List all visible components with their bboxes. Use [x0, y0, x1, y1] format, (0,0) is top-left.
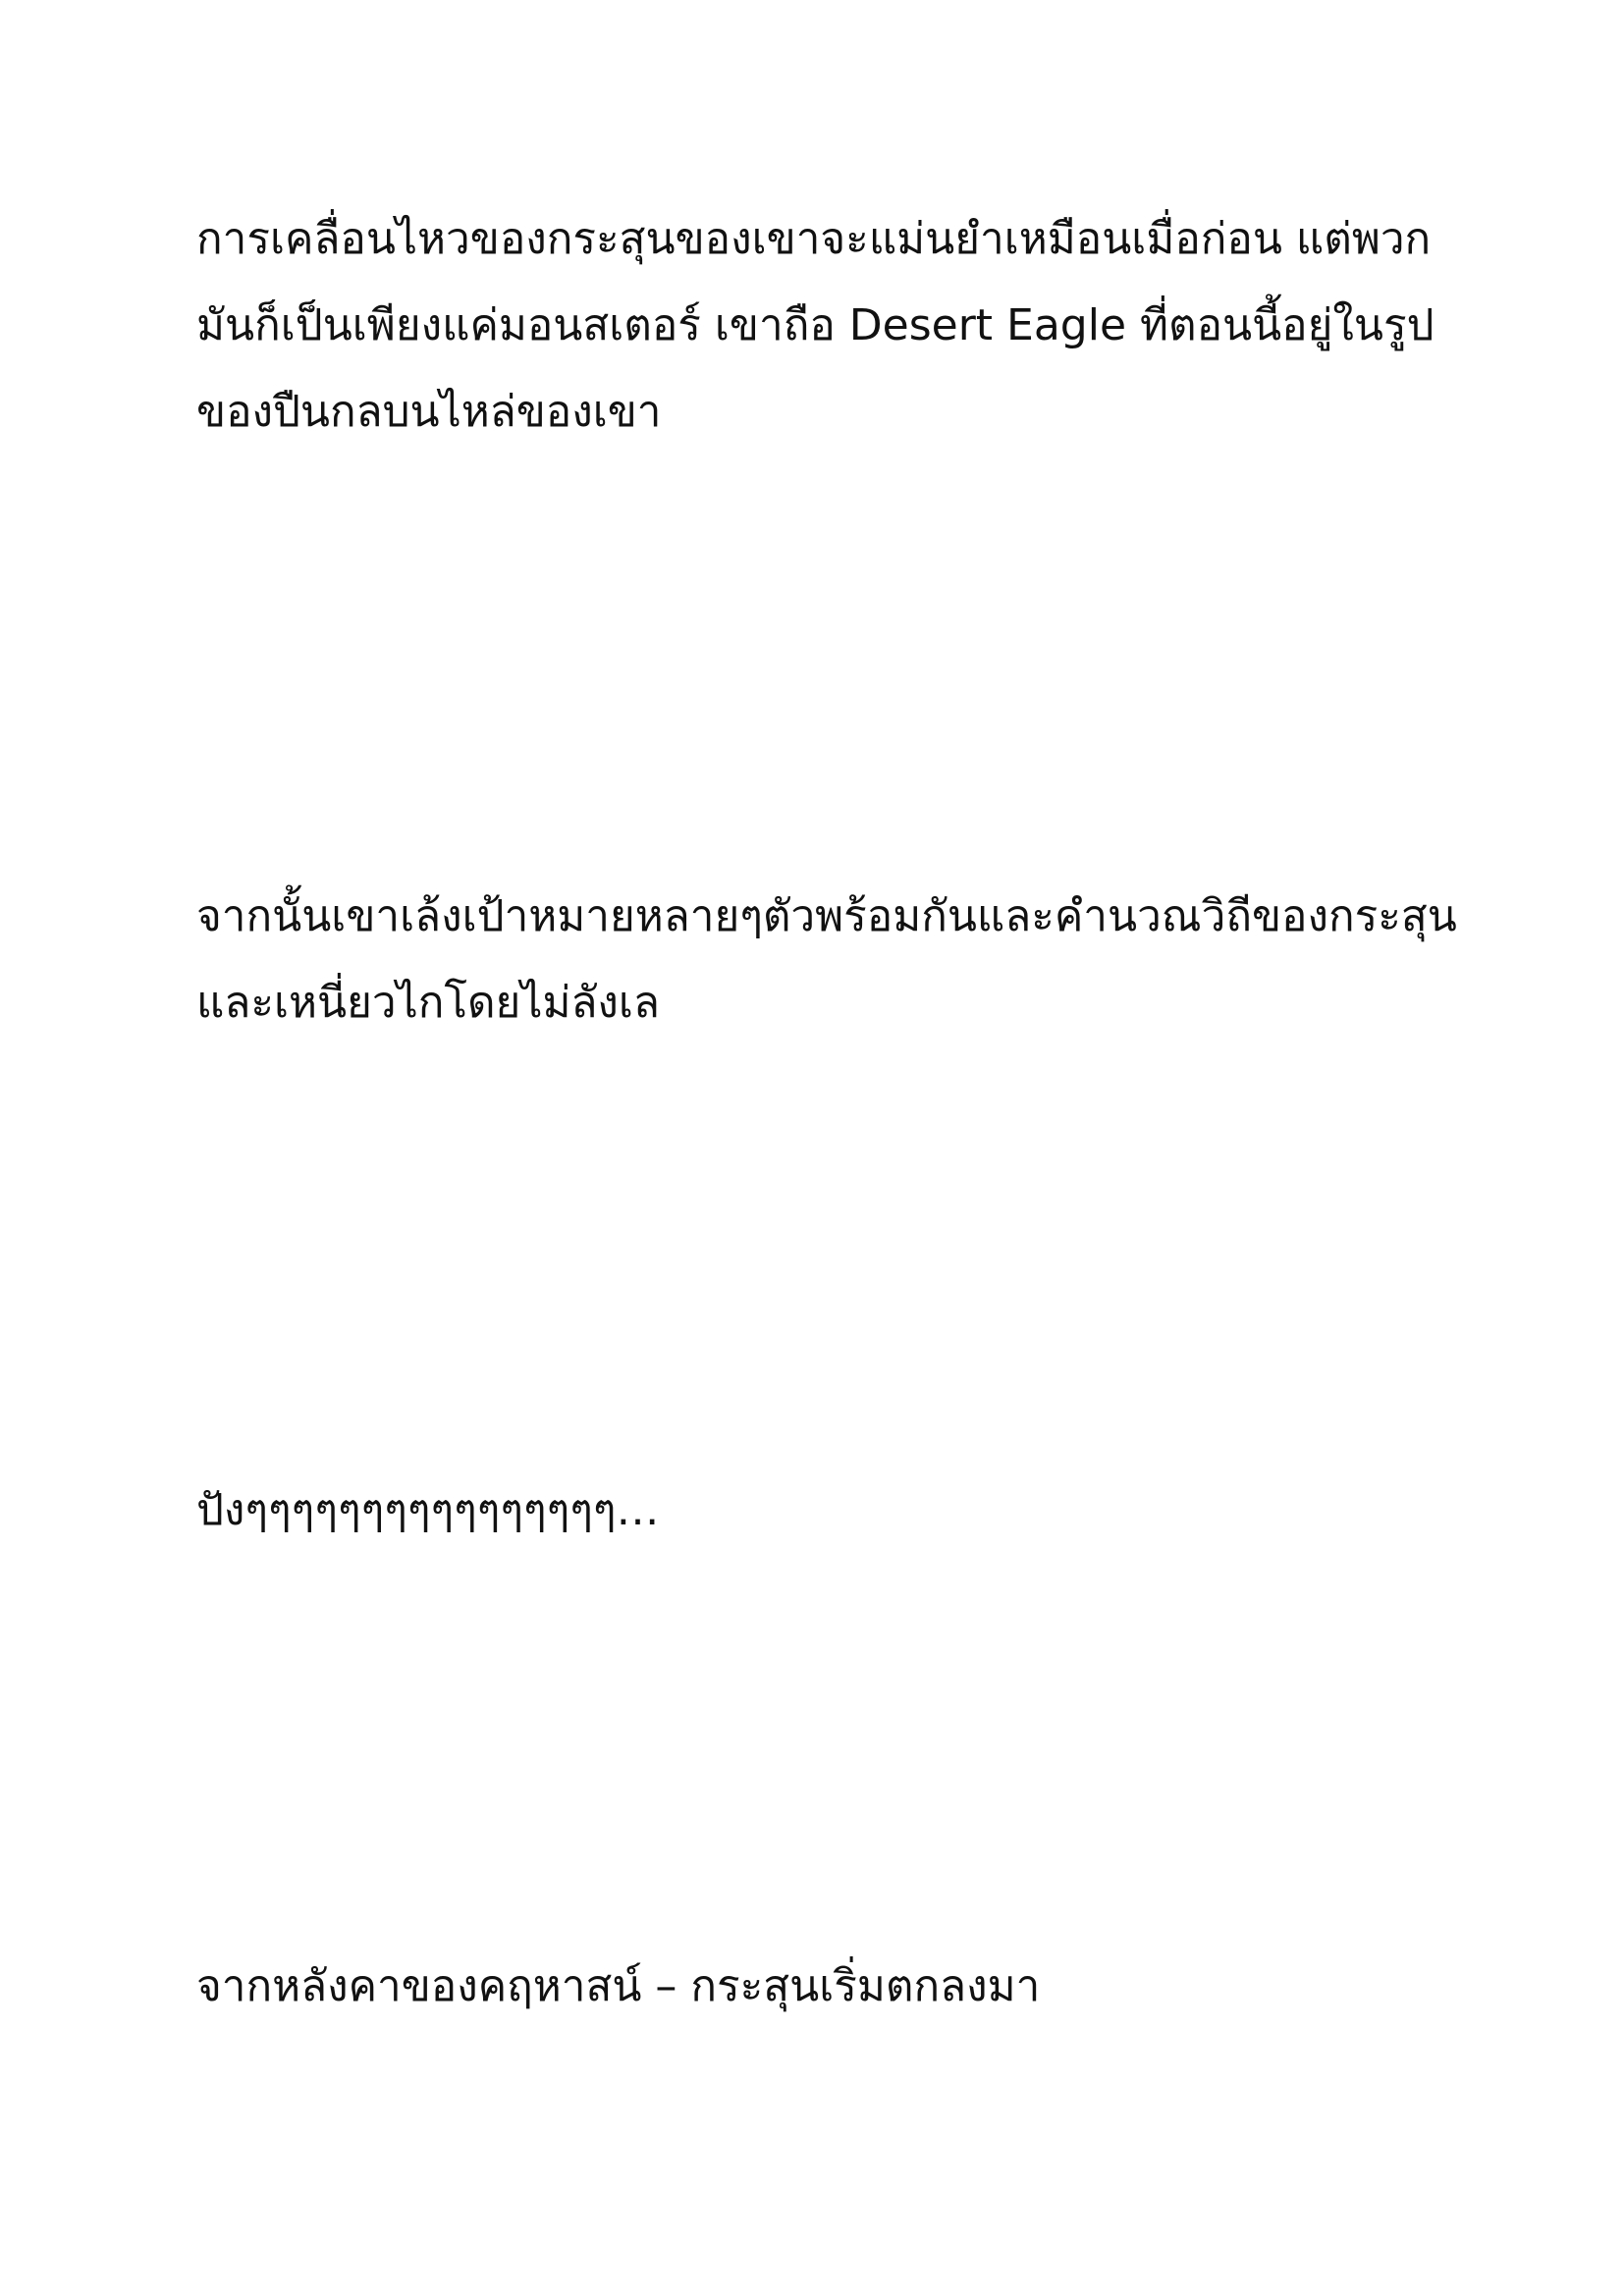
paragraph-4 [196, 1944, 1463, 2030]
paragraph-2-line-1: จากนั้นเขาเล้งเป้าหมายหลายๆตัวพร้อมกันและคำนวณวิถีของกระสุน [196, 891, 1457, 941]
paragraph-1-line-2: มันก็เป็นเพียงแค่มอนสเตอร์ เขาถือ Desert Eagle ที่ตอนนี้อยู่ในรูป [196, 300, 1435, 350]
paragraph-2-line-2: และเหนี่ยวไกโดยไม่ลังเล [196, 978, 660, 1028]
paragraph-3-line-1: ปังๆๆๆๆๆๆๆๆๆๆๆๆๆๆๆๆ… [196, 1485, 660, 1535]
paragraph-2 [196, 874, 1463, 1046]
paragraph-1 [196, 196, 1463, 455]
paragraph-1-line-3: ของปืนกลบนไหล่ของเขา [196, 387, 662, 437]
paragraph-3 [196, 1468, 1463, 1554]
paragraph-1-line-1: การเคลื่อนไหวของกระสุนของเขาจะแม่นยำเหมือนเมื่อก่อน แต่พวก [196, 214, 1432, 264]
paragraph-4-line-1: จากหลังคาของคฤหาสน์ – กระสุนเริ่มตกลงมา [196, 1961, 1041, 2011]
